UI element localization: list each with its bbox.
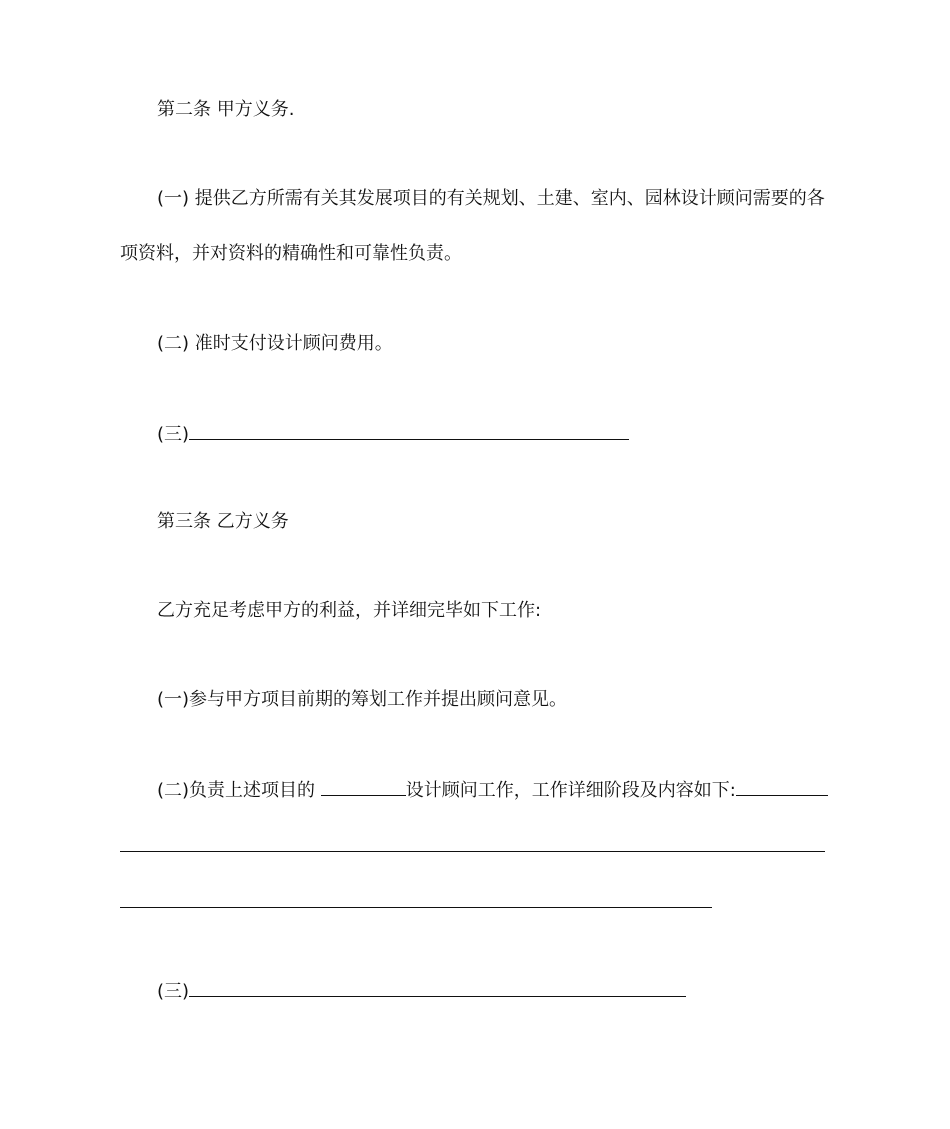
- fill-in-blank: [189, 978, 686, 997]
- fill-in-blank: [736, 777, 828, 796]
- article-2-item-3: [157, 421, 629, 447]
- article-2-item-3-label: (三): [157, 424, 190, 445]
- fill-in-blank: [189, 421, 629, 440]
- fill-in-line: [120, 851, 825, 852]
- article-3-item-2-middle: 设计顾问工作，工作详细阶段及内容如下:: [405, 780, 736, 801]
- article-2-heading: 第二条 甲方义务.: [157, 99, 295, 120]
- article-2-item-1-line-2: 项资料，并对资料的精确性和可靠性负责。: [120, 243, 462, 264]
- article-3-item-1: (一)参与甲方项目前期的筹划工作并提出顾问意见。: [157, 689, 568, 710]
- article-3-item-2: [157, 777, 828, 803]
- fill-in-blank: [321, 777, 406, 796]
- article-2-item-1-line-1: (一) 提供乙方所需有关其发展项目的有关规划、土建、室内、园林设计顾问需要的各: [157, 188, 825, 209]
- article-3-item-3: [157, 978, 686, 1004]
- article-3-intro: 乙方充足考虑甲方的利益，并详细完毕如下工作:: [157, 600, 542, 621]
- article-3-item-2-prefix: (二)负责上述项目的: [157, 780, 321, 801]
- article-3-item-3-label: (三): [157, 981, 190, 1002]
- fill-in-line: [120, 907, 712, 908]
- article-2-item-2: (二) 准时支付设计顾问费用。: [157, 333, 393, 354]
- article-3-heading: 第三条 乙方义务: [157, 511, 289, 532]
